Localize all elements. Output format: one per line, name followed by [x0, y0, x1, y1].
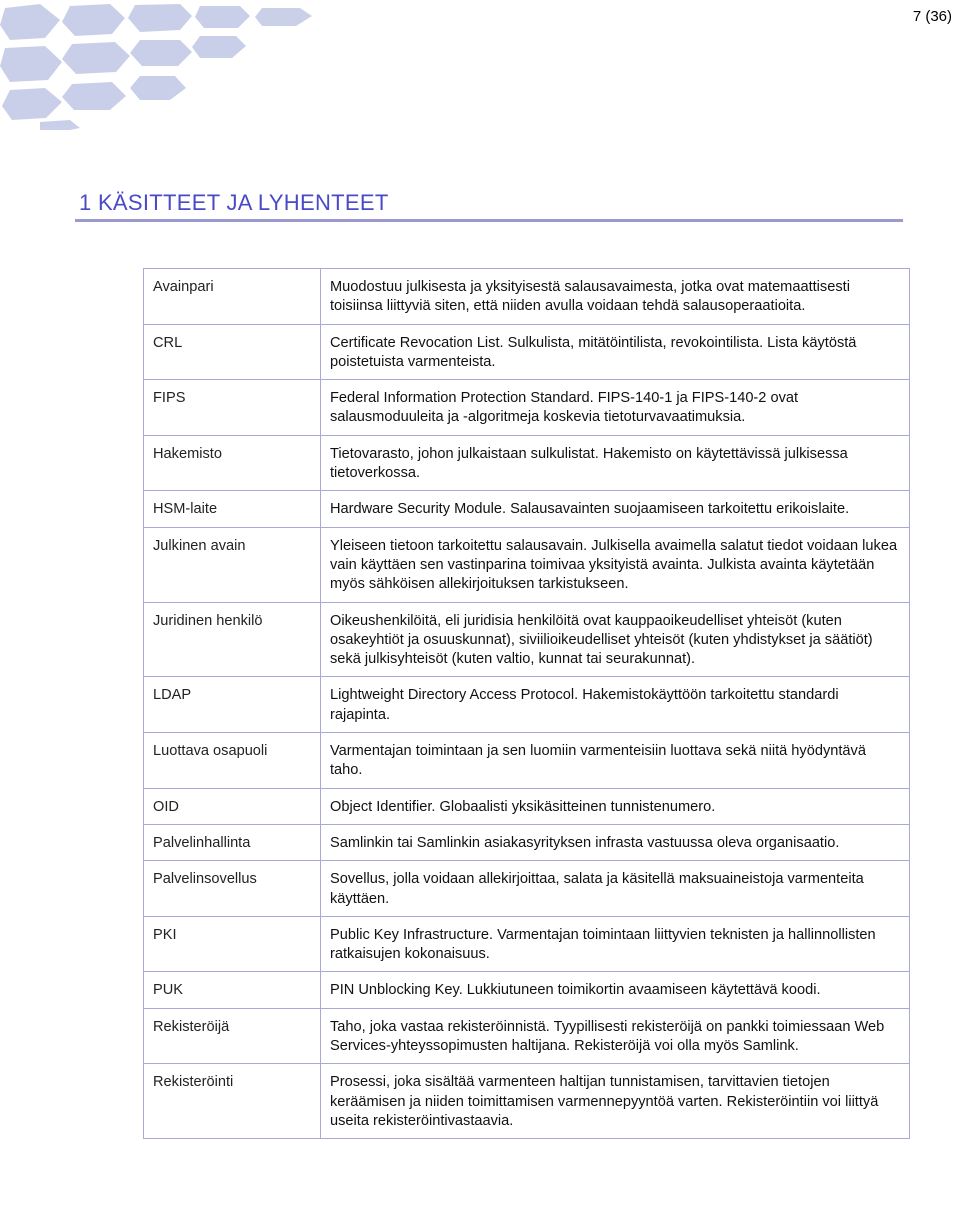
glossary-term: FIPS [144, 380, 321, 436]
glossary-definition: Prosessi, joka sisältää varmenteen haltijan tunnistamisen, tarvittavien tietojen keräämisen ja niiden toimittamisen varmennepyyntöä varten. Rekisteröintiin voi liittyä useita rekisteröintivastaavia. [321, 1064, 910, 1139]
glossary-term: Luottava osapuoli [144, 733, 321, 789]
glossary-definition: Yleiseen tietoon tarkoitettu salausavain. Julkisella avaimella salatut tiedot voidaan lukea vain käyttäen sen vastinparina toimivaa yksityistä avainta. Julkista avainta käytetään myös sähköisen allekirjoituksen tarkistukseen. [321, 527, 910, 602]
heading-underline [75, 219, 903, 222]
glossary-term: Hakemisto [144, 435, 321, 491]
glossary-definition: Hardware Security Module. Salausavainten suojaamiseen tarkoitettu erikoislaite. [321, 491, 910, 527]
hexagon-pattern-logo-icon [0, 0, 330, 130]
section-heading: 1 KÄSITTEET JA LYHENTEET [79, 190, 389, 215]
glossary-row [144, 269, 910, 325]
glossary-definition: Samlinkin tai Samlinkin asiakasyrityksen infrasta vastuussa oleva organisaatio. [321, 824, 910, 860]
glossary-row [144, 435, 910, 491]
glossary-definition: Tietovarasto, johon julkaistaan sulkulistat. Hakemisto on käytettävissä julkisessa tietoverkossa. [321, 435, 910, 491]
glossary-term: PUK [144, 972, 321, 1008]
glossary-term: CRL [144, 324, 321, 380]
glossary-term: LDAP [144, 677, 321, 733]
glossary-definition: Varmentajan toimintaan ja sen luomiin varmenteisiin luottava sekä niitä hyödyntävä taho. [321, 733, 910, 789]
glossary-definition: Taho, joka vastaa rekisteröinnistä. Tyypillisesti rekisteröijä on pankki toimiessaan Web Services-yhteyssopimusten haltijana. Rekisteröijä voi olla myös Samlink. [321, 1008, 910, 1064]
glossary-row [144, 788, 910, 824]
glossary-definition: Federal Information Protection Standard. FIPS-140-1 ja FIPS-140-2 ovat salausmoduuleita ja -algoritmeja koskevia tietoturvavaatimuksia. [321, 380, 910, 436]
glossary-row [144, 602, 910, 677]
glossary-term: Palvelinhallinta [144, 824, 321, 860]
glossary-definition: Muodostuu julkisesta ja yksityisestä salausavaimesta, jotka ovat matemaattisesti toisiinsa liittyviä siten, että niiden avulla voidaan tehdä salausoperaatioita. [321, 269, 910, 325]
glossary-definition: Oikeushenkilöitä, eli juridisia henkilöitä ovat kauppaoikeudelliset yhteisöt (kuten osakeyhtiöt ja osuuskunnat), siviilioikeudelliset yhteisöt (kuten yhdistykset ja säätiöt) sekä julkisyhteisöt (kuten valtio, kunnat tai seurakunnat). [321, 602, 910, 677]
glossary-term: Rekisteröijä [144, 1008, 321, 1064]
glossary-term: Julkinen avain [144, 527, 321, 602]
glossary-term: PKI [144, 916, 321, 972]
glossary-row [144, 733, 910, 789]
glossary-row [144, 491, 910, 527]
glossary-term: Rekisteröinti [144, 1064, 321, 1139]
glossary-table [143, 268, 910, 1139]
glossary-definition: Lightweight Directory Access Protocol. Hakemistokäyttöön tarkoitettu standardi rajapinta. [321, 677, 910, 733]
glossary-row [144, 1008, 910, 1064]
glossary-definition: PIN Unblocking Key. Lukkiutuneen toimikortin avaamiseen käytettävä koodi. [321, 972, 910, 1008]
glossary-definition: Public Key Infrastructure. Varmentajan toimintaan liittyvien teknisten ja hallinnollisten ratkaisujen kokonaisuus. [321, 916, 910, 972]
glossary-row [144, 527, 910, 602]
glossary-term: Palvelinsovellus [144, 861, 321, 917]
glossary-definition: Sovellus, jolla voidaan allekirjoittaa, salata ja käsitellä maksuaineistoja varmenteita käyttäen. [321, 861, 910, 917]
glossary-row [144, 861, 910, 917]
glossary-term: Juridinen henkilö [144, 602, 321, 677]
page-number: 7 (36) [912, 8, 952, 25]
glossary-row [144, 380, 910, 436]
glossary-term: Avainpari [144, 269, 321, 325]
glossary-definition: Object Identifier. Globaalisti yksikäsitteinen tunnistenumero. [321, 788, 910, 824]
glossary-row [144, 677, 910, 733]
glossary-row [144, 1064, 910, 1139]
glossary-row [144, 972, 910, 1008]
glossary-row [144, 916, 910, 972]
glossary-row [144, 324, 910, 380]
glossary-definition: Certificate Revocation List. Sulkulista, mitätöintilista, revokointilista. Lista käytöstä poistetuista varmenteista. [321, 324, 910, 380]
glossary-row [144, 824, 910, 860]
glossary-term: HSM-laite [144, 491, 321, 527]
glossary-term: OID [144, 788, 321, 824]
